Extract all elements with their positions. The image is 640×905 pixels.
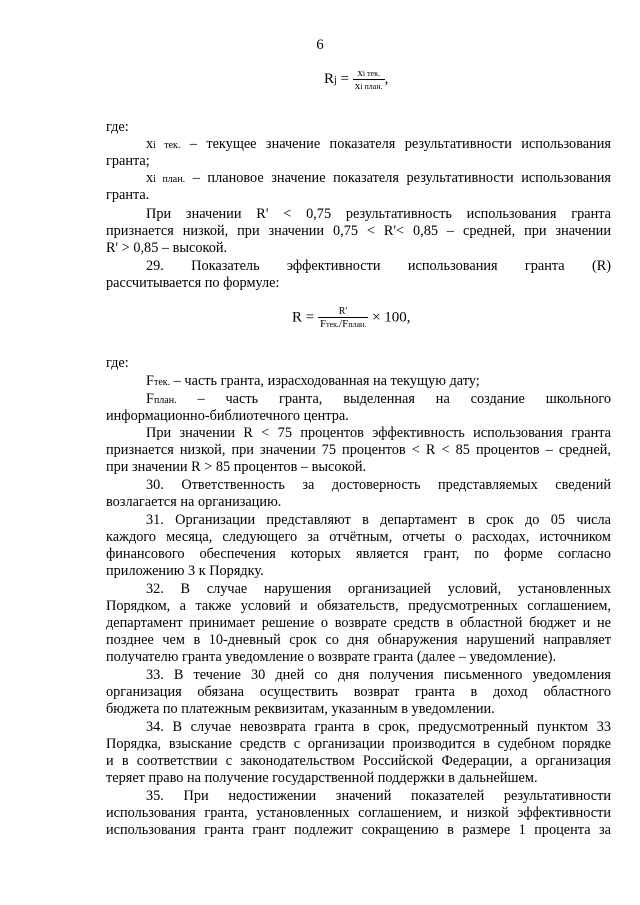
def-x-plan: xi план. – плановое значение показателя результативности использования [146, 170, 611, 186]
formula-r-fraction: $\frac{R'}{\text{Fтек./Fплан.}}$ [319, 306, 367, 330]
where-label-1: где: [106, 119, 129, 135]
page-number: 6 [316, 37, 324, 53]
document-page: 6 Rj = $\frac{\text{xi тек.}}{\text{xi план.}}$ , где: xi тек. – текущее значение показателя результативности использования гранта; xi план. – плановое значение показателя результативности использования гранта. При значении R' < 0,75 результативность использования гранта признается низкой, при значении 0,75 < R'< 0,85 – средней, при значении R' > 0,85 – высокой. 29. Показатель эффективности использования гранта (R) рассчитывается по формуле: R = $\frac{R'}{\text{Fтек./Fплан.}}$ × 100, где: Fтек. – часть гранта, израсходованная на текущую дату; Fплан. – часть гранта, выделенная на создание школьного информационно-библиотечного центра. При значении R < 75 процентов эффективность использования гранта признается низкой, при значении 75 процентов < R < 85 процентов – средней, при значении R > 85 процентов – высокой. 30. Ответственность за достоверность представляемых сведений возлагается на организацию. 31. Организации представляют в департамент в срок до 05 числа каждого месяца, следующего за отчётным, отчеты о расходах, источником финансового обеспечения которых является грант, по форме согласно приложению 3 к Порядку. 32. В случае нарушения организацией условий, установленных Порядком, а также условий и обязательств, предусмотренных соглашением, департамент принимает решение о возврате средств в областной бюджет и не позднее чем в 10-дневный срок со дня обнаружения нарушений направляет получателю гранта уведомление о возврате гранта (далее – уведомление). 33. В течение 30 дней со дня получения письменного уведомления организация обязана осуществить возврат гранта в доход областного бюджета по платежным реквизитам, указанным в уведомлении. 34. В случае невозврата гранта в срок, предусмотренный пунктом 33 Порядка, взыскание средств с организации производится в судебном порядке и в соответствии с законодательством Российской Федерации, а организация теряет право на получение государственной поддержки в дальнейшем. 35. При недостижении значений показателей результативности использования гранта, установленных соглашением, и низкой эффективности использования гранта грант подлежит сокращению в размере 1 процента за [0, 0, 640, 905]
where-label-2: где: [106, 355, 129, 371]
paragraph-32: 32. В случае нарушения организацией условий, установленных [146, 581, 611, 597]
def-f-tek: Fтек. – часть гранта, израсходованная на текущую дату; [146, 373, 480, 389]
paragraph-35: 35. При недостижении значений показателей результативности [146, 788, 611, 804]
def-f-plan: Fплан. – часть гранта, выделенная на создание школьного [146, 391, 611, 407]
paragraph-33: 33. В течение 30 дней со дня получения письменного уведомления [146, 667, 611, 683]
formula-rj: Rj = $\frac{\text{xi тек.}}{\text{xi план.}}$ , [324, 67, 389, 92]
def-x-tek: xi тек. – текущее значение показателя результативности использования [146, 136, 611, 152]
paragraph-31: 31. Организации представляют в департамент в срок до 05 числа [146, 512, 611, 528]
paragraph-r-scale: При значении R' < 0,75 результативность использования гранта [146, 206, 611, 222]
formula-r: R = $\frac{R'}{\text{Fтек./Fплан.}}$ × 100, [292, 306, 411, 330]
paragraph-29: 29. Показатель эффективности использования гранта (R) [146, 258, 611, 274]
paragraph-e-scale: При значении R < 75 процентов эффективность использования гранта [146, 425, 611, 441]
formula-rj-fraction: $\frac{\text{xi тек.}}{\text{xi план.}}$ [354, 67, 383, 92]
paragraph-30: 30. Ответственность за достоверность представляемых сведений [146, 477, 611, 493]
paragraph-34: 34. В случае невозврата гранта в срок, предусмотренный пунктом 33 [146, 719, 611, 735]
